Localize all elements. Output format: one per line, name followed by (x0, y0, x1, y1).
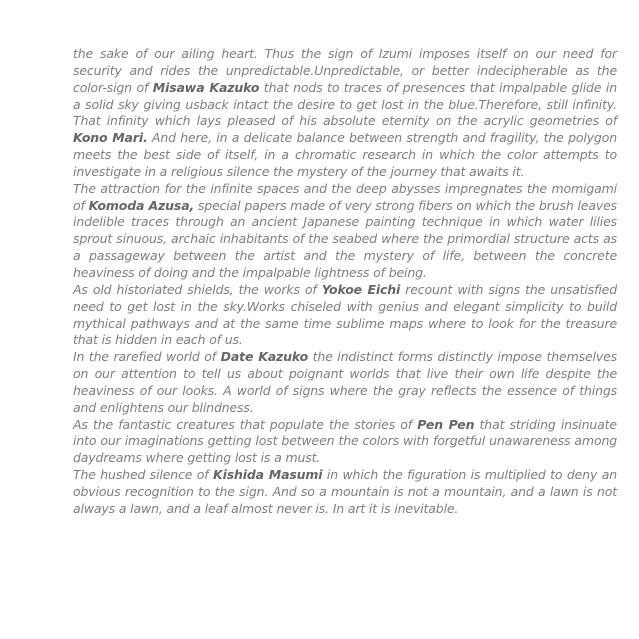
text-segment: in which the figuration is multiplied to deny an obvious recognition to the sign. And so a mountain is not a mountain, and a lawn is not always a lawn, and a leaf almost never is. In art it is inevitable. (73, 467, 617, 516)
text-segment: that striding insinuate into our imaginations getting lost between the colors with forgetful unawareness among daydreams where getting lost is a must. (73, 416, 617, 466)
text-segment: And here, in a delicate balance between strength and fragility, the polygon meets the best side of itself, in a chromatic research in which the color attempts to investigate in a religious silence the mystery of the journey that awaits it. (73, 130, 617, 179)
artist-name-kishida-masumi: Kishida Masumi (213, 467, 323, 483)
artist-name-misawa-kazuko: Misawa Kazuko (152, 79, 260, 95)
essay-text-body (73, 46, 617, 518)
text-segment: the indistinct forms distinctly impose themselves on our attention to tell us about poignant worlds that live their own life despite the heaviness of our looks. A world of signs where the gray reflects the essence of things and enlightens our blindness. (73, 349, 617, 415)
artist-name-yokoe-eichi: Yokoe Eichi (321, 281, 401, 297)
text-segment: recount with signs the unsatisfied need to get lost in the sky.Works chiseled with genius and elegant simplicity to build mythical pathways and at the same time sublime maps where to look for the treasure that is hidden in each of us. (73, 281, 617, 348)
paragraph-komoda (73, 181, 617, 282)
text-segment: In the rarefied world of (73, 349, 221, 365)
artist-name-pen-pen: Pen Pen (417, 416, 475, 432)
artist-name-date-kazuko: Date Kazuko (220, 349, 309, 365)
paragraph-date (73, 349, 617, 416)
artist-name-kono-mari: Kono Mari. (73, 130, 148, 146)
paragraph-pen-pen (73, 417, 617, 468)
text-segment: As the fantastic creatures that populate the stories of (73, 416, 418, 432)
text-segment: The attraction for the infinite spaces and the deep abysses impregnates the momigami of (73, 180, 617, 213)
text-segment: special papers made of very strong fibers on which the brush leaves indelible traces through an ancient Japanese painting technique in which water lilies sprout sinuous, archaic inhabitants of the seabed where the primordial structure acts as a passageway between the artist and the mystery of life, between the concrete heaviness of doing and the impalpable lightness of being. (73, 197, 617, 280)
text-segment: the sake of our ailing heart. Thus the sign of Izumi imposes itself on our need for security and rides the unpredictable.Unpredictable, or better indecipherable as the color-sign of (73, 46, 617, 95)
artist-name-komoda-azusa: Komoda Azusa, (88, 197, 195, 213)
text-segment: that nods to traces of presences that impalpable glide in a solid sky giving usback intact the desire to get lost in the blue.Therefore, still infinity. That infinity which lays pleased of his absolute eternity on the acrylic geometries of (73, 79, 617, 129)
paragraph-yokoe (73, 282, 617, 349)
text-segment: As old historiated shields, the works of (73, 281, 322, 297)
paragraph-izumi-misawa-kono (73, 46, 617, 181)
text-segment: The hushed silence of (73, 467, 214, 483)
paragraph-kishida (73, 467, 617, 518)
